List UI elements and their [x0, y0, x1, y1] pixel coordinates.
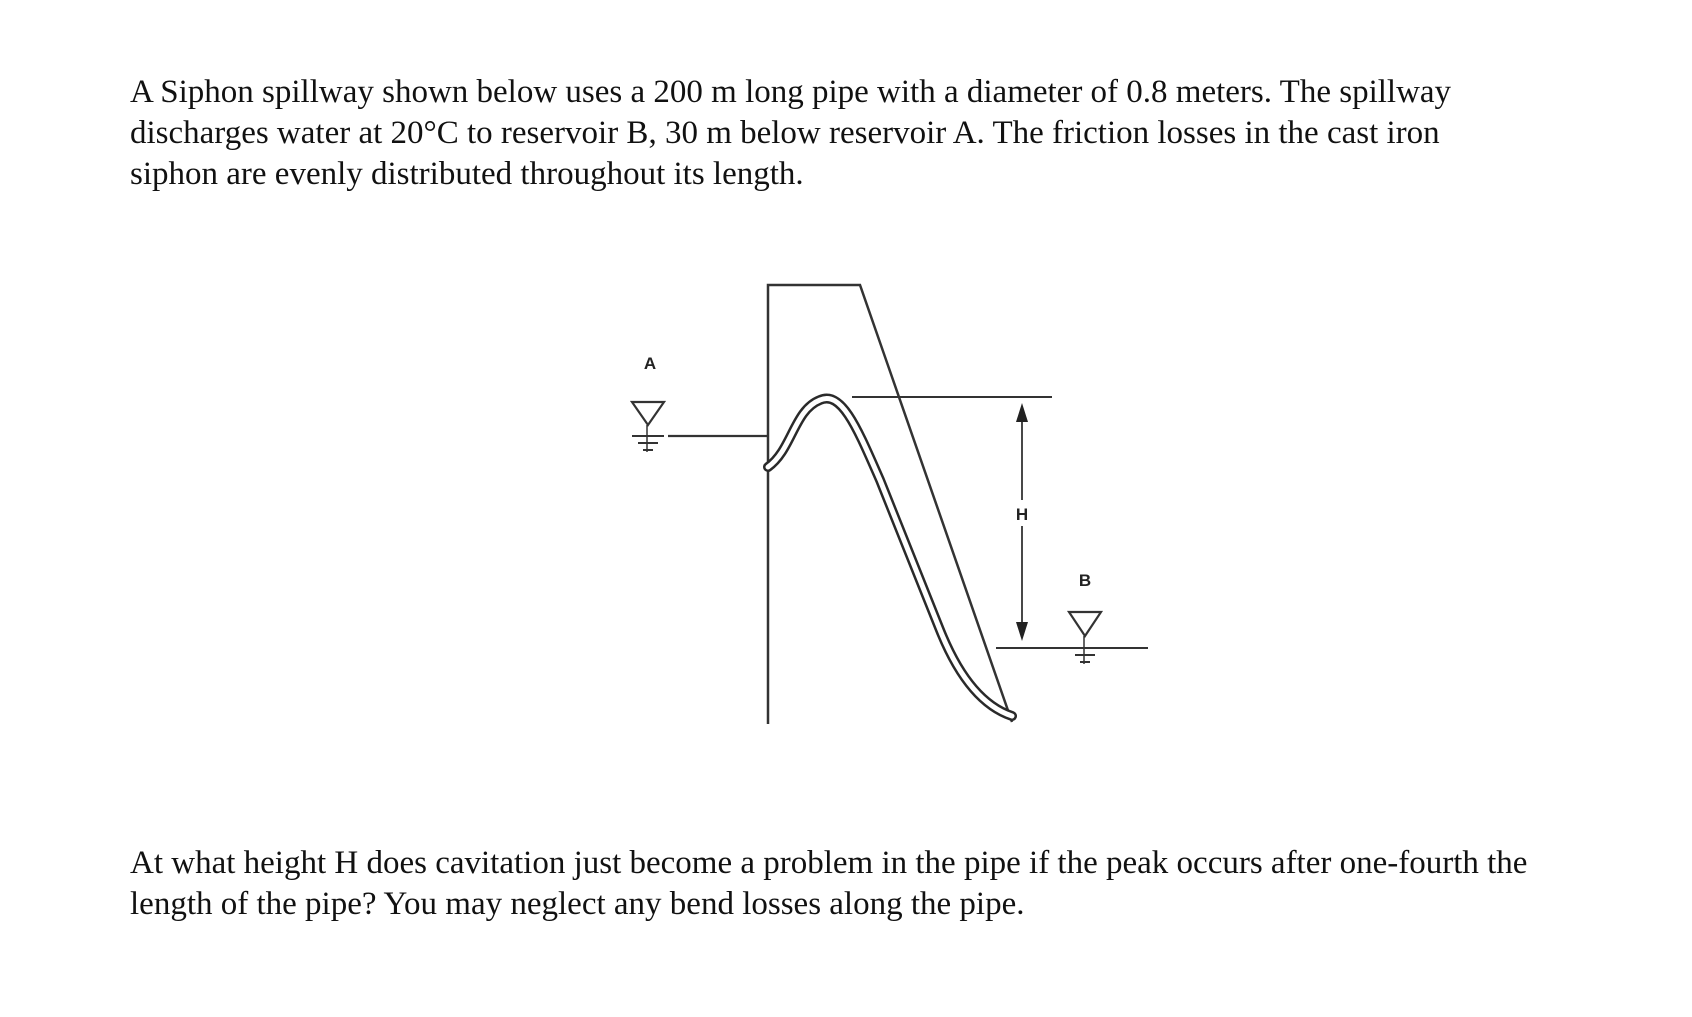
- reservoir-a-label: A: [643, 354, 657, 373]
- reservoir-b-label: B: [1078, 571, 1092, 590]
- problem-statement-line-1: A Siphon spillway shown below uses a 200 m long pipe with a diameter of 0.8 meters. The spillway: [130, 74, 1452, 110]
- question-line-1: At what height H does cavitation just become a problem in the pipe if the peak occurs after one-fourth the: [130, 845, 1528, 881]
- water-level-symbol-icon: [1069, 612, 1101, 664]
- problem-statement-line-3: siphon are evenly distributed throughout its length.: [130, 156, 804, 192]
- height-arrow-up: [1016, 403, 1028, 422]
- height-label: H: [1015, 505, 1029, 524]
- water-level-symbol-icon: [632, 402, 664, 452]
- siphon-pipe-inner: [768, 398, 1012, 716]
- siphon-spillway-diagram: [610, 270, 1170, 740]
- siphon-pipe-outer: [768, 398, 1012, 716]
- question-line-2: length of the pipe? You may neglect any bend losses along the pipe.: [130, 886, 1025, 922]
- height-arrow-down: [1016, 622, 1028, 641]
- problem-statement: [130, 72, 1600, 195]
- question-text: [130, 843, 1650, 925]
- problem-statement-line-2: discharges water at 20°C to reservoir B, 30 m below reservoir A. The friction losses in the cast iron: [130, 115, 1440, 151]
